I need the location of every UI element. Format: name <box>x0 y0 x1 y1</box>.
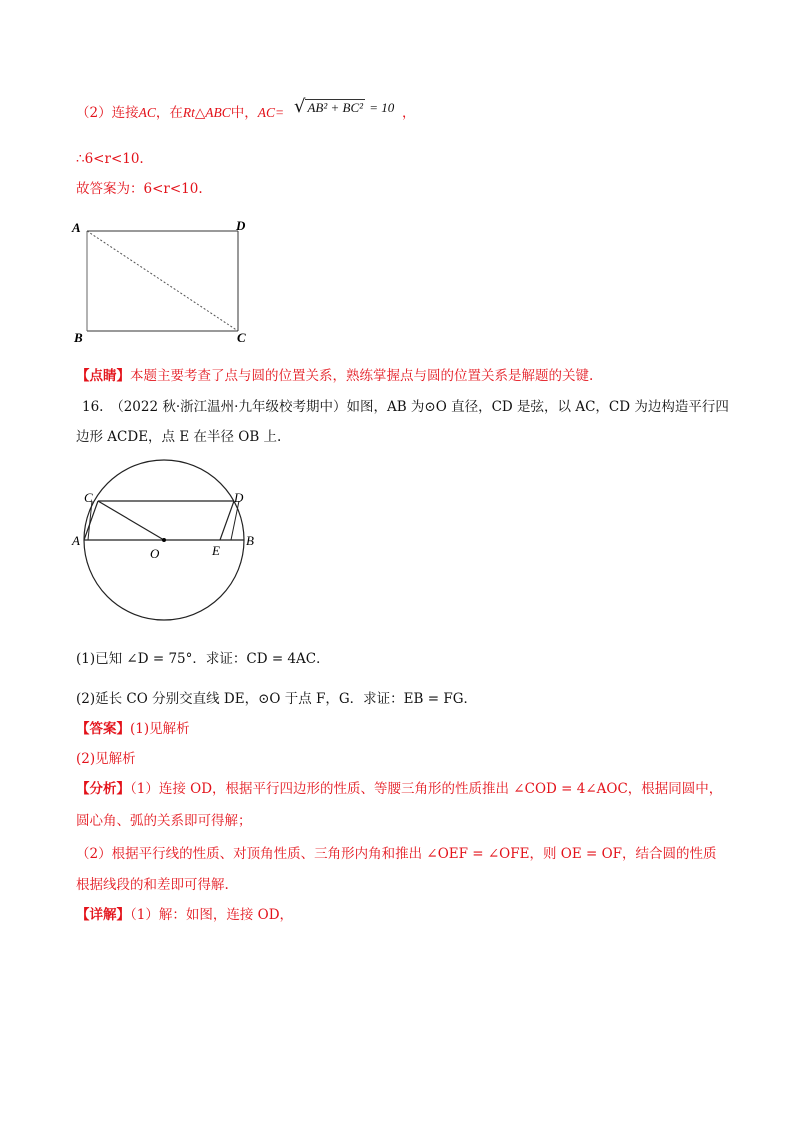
part-2 <box>76 690 477 708</box>
sqrt-formula: √ AB² + BC² = 10 <box>294 96 395 117</box>
label-c2: C <box>84 490 93 505</box>
label-c: C <box>237 330 246 345</box>
detail-tag: 【详解】 <box>76 907 130 923</box>
question-16-line2 <box>76 428 281 446</box>
comma-text: ， <box>402 105 416 121</box>
text-prefix: （2）连接 <box>76 105 139 121</box>
detail-line <box>76 906 293 924</box>
answer-tag: 【答案】 <box>76 721 130 737</box>
rectangle-figure <box>70 218 370 358</box>
analysis-line2 <box>76 812 252 830</box>
analysis-text1: （1）连接 OD，根据平行四边形的性质、等腰三角形的性质推出 ∠COD = 4∠AOC，根据同圆中， <box>130 781 723 797</box>
dianjing-tag: 【点睛】 <box>76 368 130 384</box>
sqrt-expression: AB² + BC² <box>307 100 364 115</box>
part-1 <box>76 650 330 668</box>
analysis-tag: 【分析】 <box>76 781 130 797</box>
circle-figure <box>66 456 286 636</box>
answer-2-line <box>76 750 136 768</box>
text-mid: ，在 <box>155 105 183 121</box>
label-d2: D <box>234 490 244 505</box>
label-b2: B <box>246 533 254 548</box>
text-ac: AC <box>138 105 156 120</box>
answer-tag-line <box>76 720 190 738</box>
label-d: D <box>236 218 246 233</box>
analysis-line1 <box>76 780 722 798</box>
label-b: B <box>74 330 83 345</box>
range-line <box>76 150 144 168</box>
answer-2: (2)见解析 <box>76 751 136 767</box>
dianjing-line <box>76 367 593 385</box>
label-a2: A <box>72 533 80 548</box>
label-e: E <box>212 543 220 558</box>
analysis-text4: 根据线段的和差即可得解. <box>76 877 229 893</box>
dianjing-text: 本题主要考查了点与圆的位置关系，熟练掌握点与圆的位置关系是解题的关键. <box>130 368 594 384</box>
analysis-line3 <box>76 845 717 863</box>
answer-1: (1)见解析 <box>130 721 190 737</box>
answer-text: 故答案为：6<r<10. <box>76 181 203 197</box>
text-triangle: Rt△ABC <box>182 105 231 120</box>
analysis-line4 <box>76 876 229 894</box>
analysis-text2: 圆心角、弧的关系即可得解； <box>76 813 252 829</box>
answer-line <box>76 180 203 198</box>
detail-text: （1）解：如图，连接 OD， <box>130 907 294 923</box>
label-o: O <box>150 546 160 561</box>
comma <box>402 104 416 122</box>
label-a: A <box>72 220 81 235</box>
part-1-text: (1)已知 ∠D = 75°．求证：CD = 4AC． <box>76 651 330 667</box>
q16-text2: 边形 ACDE，点 E 在半径 OB 上. <box>76 429 282 445</box>
q16-text1: 16. （2022 秋·浙江温州·九年级校考期中）如图，AB 为⊙O 直径，CD 是弦，以 AC，CD 为边构造平行四 <box>82 399 729 415</box>
range-text: ∴6<r<10. <box>76 151 144 167</box>
text-ac-equals: AC= <box>257 105 285 120</box>
sqrt-equals: = 10 <box>369 100 395 115</box>
analysis-text3: （2）根据平行线的性质、对顶角性质、三角形内角和推出 ∠OEF = ∠OFE，则 OE = OF，结合圆的性质 <box>76 846 717 862</box>
text-zhong: 中， <box>230 105 258 121</box>
solution-line-ac <box>76 104 284 122</box>
part-2-text: (2)延长 CO 分别交直线 DE，⊙O 于点 F，G．求证：EB = FG． <box>76 691 478 707</box>
question-16-line1 <box>82 398 729 416</box>
